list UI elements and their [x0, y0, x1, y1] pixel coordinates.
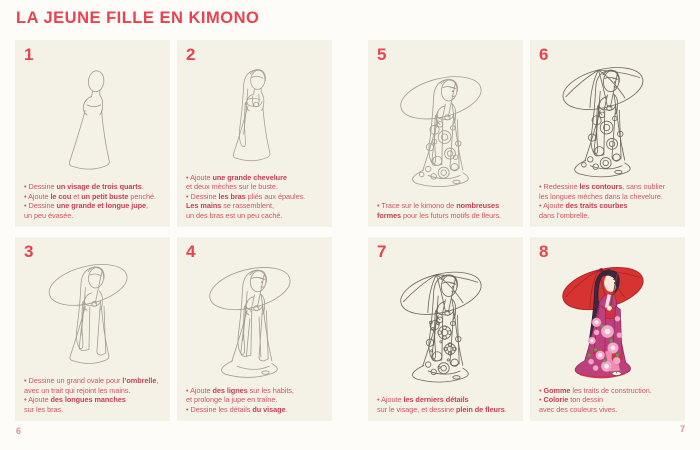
- page-number-left: 6: [16, 426, 22, 436]
- instruction-line: • Ajoute une grande chevelure: [186, 172, 287, 182]
- instruction-line: formes pour les futurs motifs de fleurs.: [377, 210, 502, 220]
- instruction-line: un des bras est un peu caché.: [186, 210, 283, 220]
- step-number: 2: [186, 45, 196, 64]
- step-number: 6: [539, 45, 549, 64]
- step-instructions: [539, 386, 676, 414]
- step-card-8: [530, 237, 685, 421]
- instruction-line: sur les bras.: [24, 404, 64, 414]
- step-7-sketch: [377, 261, 514, 395]
- instruction-line: • Gomme les traits de construction.: [539, 385, 652, 395]
- instruction-line: • Ajoute le cou et un petit buste penché.: [24, 191, 156, 201]
- step-number: 8: [539, 242, 549, 261]
- instruction-line: • Dessine les bras pliés aux épaules.: [186, 191, 306, 201]
- instruction-line: • Dessine les détails du visage.: [186, 404, 288, 414]
- step-number: 1: [24, 45, 34, 64]
- step-2-sketch: [186, 64, 323, 173]
- step-6-sketch: [539, 64, 676, 182]
- instruction-line: et deux mèches sur le buste.: [186, 182, 278, 192]
- step-number: 5: [377, 45, 387, 64]
- instruction-line: et prolonge la jupe en traîne.: [186, 395, 278, 405]
- step-number: 3: [24, 242, 34, 261]
- instruction-line: avec un trait qui rejoint les mains.: [24, 385, 131, 395]
- step-number: 4: [186, 242, 196, 261]
- step-card-3: [15, 237, 170, 421]
- instruction-line: • Trace sur le kimono de nombreuses: [377, 201, 500, 211]
- step-card-5: [368, 40, 523, 227]
- instruction-line: • Ajoute des longues manches: [24, 395, 126, 405]
- instruction-line: • Ajoute des traits courbes: [539, 201, 628, 211]
- step-instructions: [377, 395, 514, 414]
- instruction-line: les longues mèches dans la chevelure.: [539, 191, 663, 201]
- instruction-line: • Dessine un visage de trois quarts.: [24, 182, 144, 192]
- step-5-sketch: [377, 64, 514, 201]
- instruction-line: • Ajoute les derniers détails: [377, 395, 469, 405]
- step-card-6: [530, 40, 685, 227]
- instruction-line: Les mains se rassemblent,: [186, 201, 274, 211]
- step-instructions: [539, 182, 676, 220]
- instruction-line: avec des couleurs vives.: [539, 404, 618, 414]
- step-3-sketch: [24, 261, 161, 376]
- instruction-line: • Redessine les contours, sans oublier: [539, 182, 665, 192]
- step-4-sketch: [186, 261, 323, 386]
- step-instructions: [377, 201, 514, 220]
- instruction-line: dans l’ombrelle.: [539, 210, 590, 220]
- step-card-7: [368, 237, 523, 421]
- instruction-line: • Colorie ton dessin: [539, 395, 604, 405]
- step-instructions: [24, 182, 161, 220]
- page-number-right: 7: [679, 424, 685, 434]
- instruction-line: un peu évasée.: [24, 210, 74, 220]
- step-number: 7: [377, 242, 387, 261]
- instruction-line: sur le visage, et dessine plein de fleurs.: [377, 404, 507, 414]
- step-1-sketch: [24, 64, 161, 182]
- page-title: LA JEUNE FILLE EN KIMONO: [16, 9, 260, 27]
- step-card-2: [177, 40, 332, 227]
- step-card-1: [15, 40, 170, 227]
- instruction-line: • Dessine une grande et longue jupe,: [24, 201, 149, 211]
- step-card-4: [177, 237, 332, 421]
- instruction-line: • Ajoute des lignes sur les habits,: [186, 385, 294, 395]
- step-8-colored-illustration: [539, 261, 676, 386]
- step-instructions: [24, 376, 161, 414]
- step-instructions: [186, 386, 323, 414]
- step-instructions: [186, 173, 323, 220]
- instruction-line: • Dessine un grand ovale pour l’ombrelle,: [24, 376, 159, 386]
